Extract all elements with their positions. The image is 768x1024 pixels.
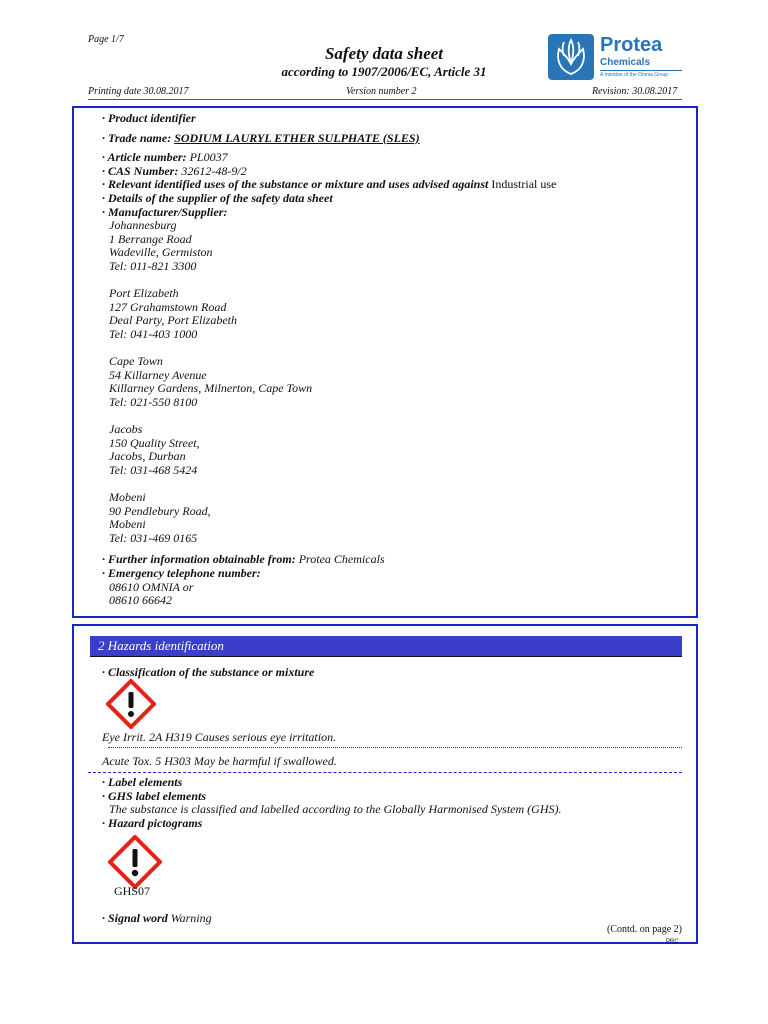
identified-uses-value: Industrial use [491,177,557,192]
hazard-pictograms-heading: · Hazard pictograms [102,815,203,830]
section-2-header-rule [90,656,682,657]
product-identifier-heading: · Product identifier [102,111,196,125]
ghs07-label: GHS07 [114,884,151,898]
supplier-details-heading: · Details of the supplier of the safety data sheet [102,190,333,205]
section-2-header: 2 Hazards identification [90,636,682,656]
article-number-row [102,151,682,165]
further-info-value: Protea Chemicals [298,552,385,567]
document-title: Safety data sheet [324,44,444,63]
dotted-separator [108,747,682,748]
trade-name-row [102,132,682,146]
logo-tagline: A member of the Omnia Group [600,72,669,78]
location-city: Jacobs [109,422,143,437]
emergency-number: 08610 OMNIA or [109,579,194,594]
location-block [102,219,682,273]
identified-uses-label: · Relevant identified uses of the substance or mixture and uses advised against [102,177,492,192]
trade-name-value: SODIUM LAURYL ETHER SULPHATE (SLES) [174,130,420,145]
further-info-row [102,553,682,567]
ghs-label-elements-heading: · GHS label elements [102,788,206,803]
page-number: Page 1/7 [88,34,124,45]
ghs07-pictogram-icon [108,835,162,889]
logo-name: Protea [600,34,663,56]
section-1-content [102,112,682,608]
protea-flower-icon [548,34,594,80]
location-area: Deal Party, Port Elizabeth [109,313,237,328]
company-logo [548,32,684,92]
location-block [102,423,682,477]
cas-number-label: · CAS Number: [102,163,182,178]
signal-word-row [102,912,682,926]
further-info-label: · Further information obtainable from: [102,552,299,567]
location-area: Wadeville, Germiston [109,245,213,260]
manufacturer-heading: · Manufacturer/Supplier: [102,204,228,219]
exclamation-hazard-icon [106,679,156,729]
logo-subtitle: Chemicals [600,57,651,68]
prc-code: PRC [666,939,679,945]
location-block [102,355,682,409]
emergency-phone-heading: · Emergency telephone number: [102,566,261,580]
cas-number-value: 32612-48-9/2 [181,163,247,178]
ghs-classification-text: The substance is classified and labelled according to the Globally Harmonised System (GHS). [109,802,562,817]
continued-note: (Contd. on page 2) [607,924,682,935]
article-number-value: PL0037 [189,150,228,165]
label-elements-heading: · Label elements [102,775,183,789]
printing-date: Printing date 30.08.2017 [88,86,189,97]
signal-word-value: Warning [170,911,212,925]
location-street: 54 Killarney Avenue [109,367,207,382]
location-street: 150 Quality Street, [109,435,200,450]
location-area: Mobeni [109,517,146,532]
document-subtitle: according to 1907/2006/EC, Article 31 [281,64,487,79]
location-block [102,491,682,545]
location-city: Mobeni [109,490,146,505]
cas-number-row [102,165,682,179]
location-block [102,287,682,341]
location-phone: Tel: 021-550 8100 [109,394,198,409]
version-number: Version number 2 [346,86,417,97]
location-street: 90 Pendlebury Road, [109,503,211,518]
classification-heading: · Classification of the substance or mixture [102,665,315,679]
location-street: 127 Grahamstown Road [109,299,227,314]
location-city: Port Elizabeth [109,286,179,301]
article-number-label: · Article number: [102,150,190,165]
location-street: 1 Berrange Road [109,231,192,246]
location-area: Jacobs, Durban [109,449,186,464]
revision-date: Revision: 30.08.2017 [592,86,678,97]
location-phone: Tel: 011-821 3300 [109,258,197,273]
logo-divider [600,70,682,71]
location-area: Killarney Gardens, Milnerton, Cape Town [109,381,313,396]
emergency-number: 08610 66642 [109,593,172,608]
location-phone: Tel: 031-469 0165 [109,530,198,545]
location-phone: Tel: 031-468 5424 [109,462,198,477]
signal-word-label: · Signal word [102,911,171,925]
header-rule [88,99,682,100]
location-city: Johannesburg [109,218,177,233]
dashed-separator [88,772,682,773]
location-phone: Tel: 041-403 1000 [109,326,198,341]
identified-uses-row [102,178,682,192]
label-elements-block [102,776,682,830]
trade-name-label: · Trade name: [102,130,175,145]
hazard-statement-eye: Eye Irrit. 2A H319 Causes serious eye irritation. [102,730,337,744]
location-city: Cape Town [109,354,163,369]
hazard-statement-oral: Acute Tox. 5 H303 May be harmful if swallowed. [102,754,337,768]
